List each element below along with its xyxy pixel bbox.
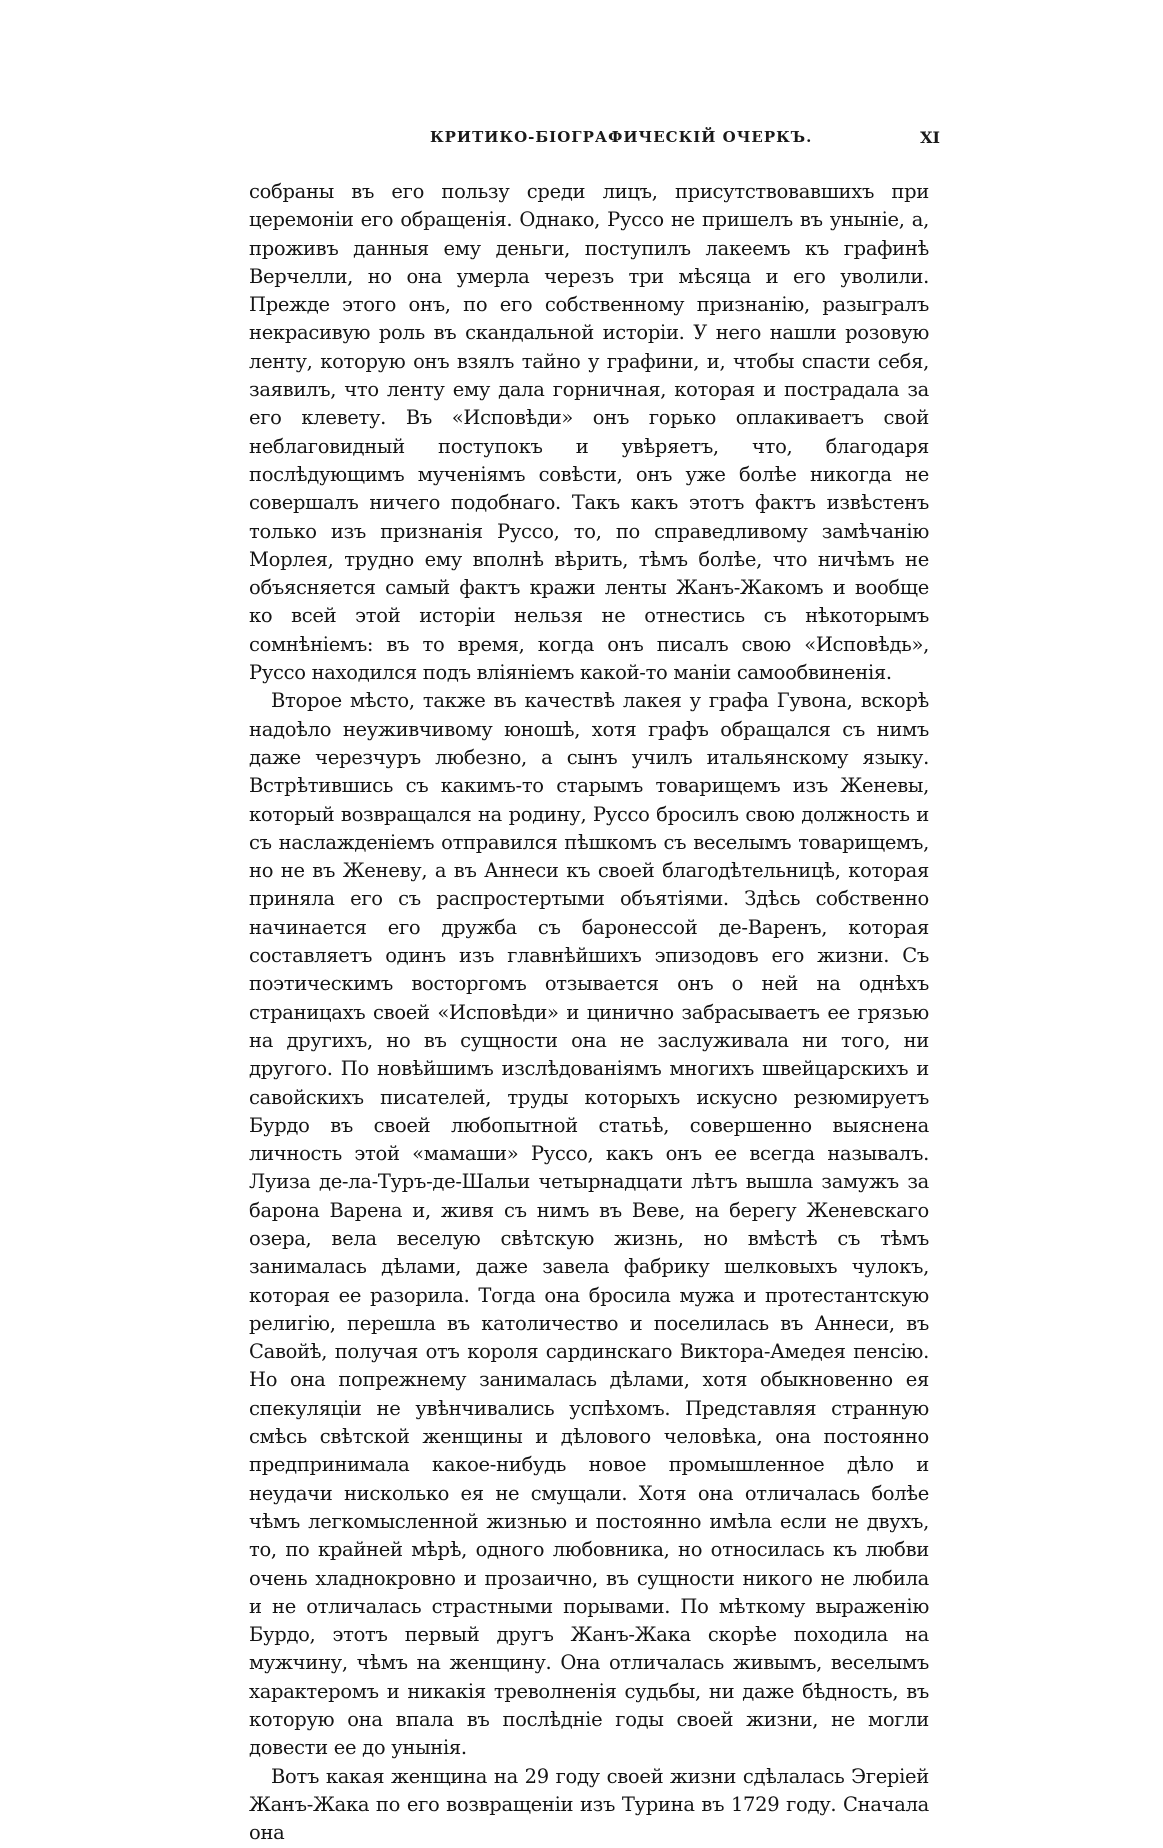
- paragraph-2: Второе мѣсто, также въ качествѣ лакея у графа Гувона, вскорѣ надоѣло неуживчивому юношѣ, хотя графъ обращался съ нимъ даже черезчуръ любезно, а сынъ училъ итальянскому языку. Встрѣтившись съ какимъ-то старымъ товарищемъ изъ Женевы, который возвращался на родину, Руссо бросилъ свою должность и съ наслажденіемъ отправился пѣшкомъ съ веселымъ товарищемъ, но не въ Женеву, а въ Аннеси къ своей благодѣтельницѣ, которая приняла его съ распростертыми объятіями. Здѣсь собственно начинается его дружба съ баронессой де-Варенъ, которая составляетъ одинъ изъ главнѣйшихъ эпизодовъ его жизни. Съ поэтическимъ восторгомъ отзывается онъ о ней на однѣхъ страницахъ своей «Исповѣди» и цинично забрасываетъ ее грязью на другихъ, но въ сущности она не заслуживала ни того, ни другого. По новѣйшимъ изслѣдованіямъ многихъ швейцарскихъ и савойскихъ писателей, труды которыхъ искусно резюмируетъ Бурдо въ своей любопытной статьѣ, совершенно выяснена личность этой «мамаши» Руссо, какъ онъ ее всегда называлъ. Луиза де-ла-Туръ-де-Шальи четырнадцати лѣтъ вышла замужъ за барона Варена и, живя съ нимъ въ Веве, на берегу Женевскаго озера, вела веселую свѣтскую жизнь, но вмѣстѣ съ тѣмъ занималась дѣлами, даже завела фабрику шелковыхъ чулокъ, которая ее разорила. Тогда она бросила мужа и протестантскую религію, перешла въ католичество и поселилась въ Аннеси, въ Савойѣ, получая отъ короля сардинскаго Виктора-Амедея пенсію. Но она попрежнему занималась дѣлами, хотя обыкновенно ея спекуляціи не увѣнчивались успѣхомъ. Представляя странную смѣсь свѣтской женщины и дѣлового человѣка, она постоянно предпринимала какое-нибудь новое промышленное дѣло и неудачи нисколько ея не смущали. Хотя она отличалась болѣе чѣмъ легкомысленной жизнью и постоянно имѣла если не двухъ, то, по крайней мѣрѣ, одного любовника, но относилась къ любви очень хладнокровно и прозаично, въ сущности никого не любила и не отличалась страстными порывами. По мѣткому выраженію Бурдо, этотъ первый другъ Жанъ-Жака скорѣе походила на мужчину, чѣмъ на женщину. Она отличалась живымъ, веселымъ характеромъ и никакія треволненія судьбы, ни даже бѣдность, въ которую она впала въ послѣдніе годы своей жизни, не могли довести ее до унынія.: [249, 689, 929, 1760]
- running-title: КРИТИКО-БІОГРАФИЧЕСКІЙ ОЧЕРКЪ.: [430, 128, 813, 146]
- page-number: XI: [920, 128, 940, 147]
- paragraph-1: собраны въ его пользу среди лицъ, присутствовавшихъ при церемоніи его обращенія. Однако, Руссо не пришелъ въ уныніе, а, проживъ данныя ему деньги, поступилъ лакеемъ къ графинѣ Верчелли, но она умерла черезъ три мѣсяца и его уволили. Прежде этого онъ, по его собственному признанію, разыгралъ некрасивую роль въ скандальной исторіи. У него нашли розовую ленту, которую онъ взялъ тайно у графини, и, чтобы спасти себя, заявилъ, что ленту ему дала горничная, которая и пострадала за его клевету. Въ «Исповѣди» онъ горько оплакиваетъ свой неблаговидный поступокъ и увѣряетъ, что, благодаря послѣдующимъ мученіямъ совѣсти, онъ уже болѣе никогда не совершалъ ничего подобнаго. Такъ какъ этотъ фактъ извѣстенъ только изъ признанія Руссо, то, по справедливому замѣчанію Морлея, трудно ему вполнѣ вѣрить, тѣмъ болѣе, что ничѣмъ не объясняется самый фактъ кражи ленты Жанъ-Жакомъ и вообще ко всей этой исторіи нельзя не отнестись съ нѣкоторымъ сомнѣніемъ: въ то время, когда онъ писалъ свою «Исповѣдь», Руссо находился подъ вліяніемъ какой-то маніи самообвиненія.: [249, 180, 929, 685]
- running-head: [250, 128, 950, 158]
- body-text: [249, 178, 929, 1848]
- paragraph-3: Вотъ какая женщина на 29 году своей жизни сдѣлалась Эгеріей Жанъ-Жака по его возвращеніи изъ Турина въ 1729 году. Сначала она: [249, 1764, 929, 1845]
